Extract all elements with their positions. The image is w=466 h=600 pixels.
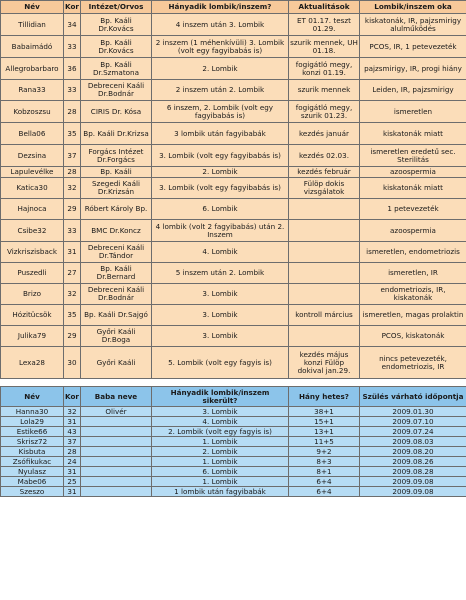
cell-age: 31 [64,242,81,263]
cell-attempt: 5 inszem után 2. Lombik [152,263,289,284]
header-age: Kor [64,1,81,14]
cell-name: Bella06 [1,123,64,145]
cell-attempt: 6. Lombik [152,199,289,220]
cell-name: Nyulasz [1,467,64,477]
cell-weeks: 9+2 [289,447,360,457]
pregnant-row [1,417,466,427]
cell-clinic: Róbert Károly Bp. [81,199,152,220]
cell-attempt: 2 inszem után 2. Lombik [152,80,289,101]
pregnant-row [1,467,466,477]
cell-attempt: 1. Lombik [152,457,289,467]
cell-age: 31 [64,467,81,477]
waiting-row [1,58,466,80]
cell-baby-name [81,467,152,477]
cell-age: 25 [64,477,81,487]
cell-reason: azoospermia [360,220,466,242]
pregnant-row [1,487,466,497]
cell-attempt: 3. Lombik [152,284,289,305]
header-name: Név [1,1,64,14]
waiting-row [1,326,466,347]
cell-clinic: Bp. Kaáli Dr.Szmatona [81,58,152,80]
waiting-row [1,220,466,242]
cell-reason: 1 petevezeték [360,199,466,220]
cell-clinic: Debreceni Kaáli Dr.Bodnár [81,284,152,305]
cell-age: 37 [64,145,81,167]
header-reason: Lombik/inszem oka [360,1,466,14]
cell-baby-name [81,457,152,467]
cell-name: Lapulevélke [1,167,64,178]
cell-reason: ismeretlen, magas prolaktin [360,305,466,326]
cell-reason: ismeretlen, endometriozis [360,242,466,263]
cell-due-date: 2009.08.03 [360,437,466,447]
cell-attempt: 6 inszem, 2. Lombik (volt egy fagyibabás is) [152,101,289,123]
cell-attempt: 3. Lombik [152,305,289,326]
cell-baby-name [81,427,152,437]
cell-name: Vizkriszisback [1,242,64,263]
cell-attempt: 1 lombik után fagyibabák [152,487,289,497]
cell-reason: pajzsmirigy, IR, progi hiány [360,58,466,80]
cell-news [289,220,360,242]
cell-clinic: Győri Kaáli Dr.Boga [81,326,152,347]
cell-attempt: 6. Lombik [152,467,289,477]
header-attempt: Hányadik lombik/inszem sikerült? [152,387,289,407]
cell-attempt: 1. Lombik [152,437,289,447]
cell-news: Fülöp dokis vizsgálatok [289,178,360,199]
cell-weeks: 13+1 [289,427,360,437]
cell-age: 33 [64,36,81,58]
cell-name: Mabe06 [1,477,64,487]
cell-attempt: 2. Lombik [152,167,289,178]
table-separator [0,379,466,386]
cell-age: 28 [64,167,81,178]
cell-age: 29 [64,326,81,347]
cell-age: 34 [64,14,81,36]
cell-age: 43 [64,427,81,437]
waiting-row [1,347,466,379]
cell-age: 28 [64,101,81,123]
cell-name: Szeszo [1,487,64,497]
cell-age: 24 [64,457,81,467]
cell-name: Rana33 [1,80,64,101]
waiting-row [1,80,466,101]
waiting-row [1,36,466,58]
cell-reason: kiskatonák, IR, pajzsmirigy alulműködés [360,14,466,36]
cell-due-date: 2009.08.26 [360,457,466,467]
cell-reason: azoospermia [360,167,466,178]
cell-news: szurik mennek, UH 01.18. [289,36,360,58]
cell-name: Babaimádó [1,36,64,58]
cell-name: Julika79 [1,326,64,347]
cell-reason: kiskatonák miatt [360,178,466,199]
cell-weeks: 11+5 [289,437,360,447]
cell-weeks: 8+3 [289,457,360,467]
cell-clinic: Bp. Kaáli [81,167,152,178]
cell-attempt: 2. Lombik (volt egy fagyis is) [152,427,289,437]
pregnant-row [1,437,466,447]
cell-clinic: CIRIS Dr. Kósa [81,101,152,123]
waiting-row [1,123,466,145]
cell-news [289,326,360,347]
cell-age: 33 [64,220,81,242]
cell-reason: nincs petevezeték, endometriozis, IR [360,347,466,379]
header-weeks: Hány hetes? [289,387,360,407]
waiting-row [1,305,466,326]
cell-news: kontroll március [289,305,360,326]
cell-attempt: 4. Lombik [152,242,289,263]
cell-reason: kiskatonák miatt [360,123,466,145]
cell-attempt: 2. Lombik [152,58,289,80]
cell-attempt: 5. Lombik (volt egy fagyis is) [152,347,289,379]
cell-reason: ismeretlen [360,101,466,123]
waiting-table-header [1,1,466,14]
cell-age: 35 [64,123,81,145]
waiting-row [1,199,466,220]
cell-age: 31 [64,487,81,497]
cell-clinic: Bp. Kaáli Dr.Kovács [81,14,152,36]
cell-clinic: Debreceni Kaáli Dr.Tándor [81,242,152,263]
cell-clinic: BMC Dr.Koncz [81,220,152,242]
cell-news [289,284,360,305]
pregnant-table [0,386,466,497]
cell-name: Kisbuta [1,447,64,457]
waiting-row [1,101,466,123]
cell-due-date: 2009.01.30 [360,407,466,417]
cell-weeks: 8+1 [289,467,360,477]
waiting-row [1,178,466,199]
header-news: Aktualitások [289,1,360,14]
cell-news: kezdés január [289,123,360,145]
pregnant-row [1,457,466,467]
cell-baby-name [81,487,152,497]
cell-name: Hanna30 [1,407,64,417]
cell-news: szurik mennek [289,80,360,101]
cell-name: Brizo [1,284,64,305]
waiting-row [1,284,466,305]
cell-attempt: 3. Lombik (volt egy fagyibabás is) [152,178,289,199]
cell-due-date: 2009.09.08 [360,487,466,497]
cell-name: Zsófikukac [1,457,64,467]
cell-weeks: 38+1 [289,407,360,417]
cell-due-date: 2009.08.28 [360,467,466,477]
cell-weeks: 6+4 [289,477,360,487]
header-clinic: Intézet/Orvos [81,1,152,14]
cell-baby-name [81,477,152,487]
cell-age: 28 [64,447,81,457]
pregnant-row [1,477,466,487]
cell-age: 29 [64,199,81,220]
cell-weeks: 6+4 [289,487,360,497]
cell-attempt: 3. Lombik (volt egy fagyibabás is) [152,145,289,167]
cell-name: Skrisz72 [1,437,64,447]
cell-due-date: 2009.07.10 [360,417,466,427]
cell-news: kezdés 02.03. [289,145,360,167]
cell-attempt: 1. Lombik [152,477,289,487]
cell-news: ET 01.17. teszt 01.29. [289,14,360,36]
cell-reason: ismeretlen eredetű sec. Sterilitás [360,145,466,167]
cell-name: Hózitücsök [1,305,64,326]
cell-news [289,242,360,263]
cell-attempt: 3. Lombik [152,407,289,417]
waiting-row [1,145,466,167]
cell-name: Dezsina [1,145,64,167]
pregnant-row [1,407,466,417]
header-age: Kor [64,387,81,407]
cell-age: 32 [64,178,81,199]
cell-clinic: Debreceni Kaáli Dr.Bodnár [81,80,152,101]
cell-attempt: 2. Lombik [152,447,289,457]
cell-attempt: 4 lombik (volt 2 fagyibabás) után 2. Inszem [152,220,289,242]
pregnant-table-header [1,387,466,407]
cell-name: Estike66 [1,427,64,437]
cell-age: 36 [64,58,81,80]
cell-news: fogigátló megy, konzi 01.19. [289,58,360,80]
cell-name: Puszedli [1,263,64,284]
cell-clinic: Forgács Intézet Dr.Forgács [81,145,152,167]
waiting-row [1,263,466,284]
cell-attempt: 4 inszem után 3. Lombik [152,14,289,36]
cell-name: Tillidian [1,14,64,36]
cell-name: Csibe32 [1,220,64,242]
cell-reason: endometriozis, IR, kiskatonák [360,284,466,305]
cell-baby-name [81,417,152,427]
waiting-row [1,242,466,263]
cell-name: Lola29 [1,417,64,427]
cell-reason: ismeretlen, IR [360,263,466,284]
cell-weeks: 15+1 [289,417,360,427]
cell-news: kezdés május konzi Fülöp dokival jan.29. [289,347,360,379]
cell-attempt: 4. Lombik [152,417,289,427]
cell-name: Allegrobarbaro [1,58,64,80]
header-name: Név [1,387,64,407]
cell-age: 30 [64,347,81,379]
cell-name: Lexa28 [1,347,64,379]
cell-baby-name [81,447,152,457]
cell-clinic: Bp. Kaáli Dr.Sajgó [81,305,152,326]
waiting-row [1,167,466,178]
cell-age: 33 [64,80,81,101]
cell-attempt: 3 lombik után fagyibabák [152,123,289,145]
waiting-row [1,14,466,36]
cell-name: Katica30 [1,178,64,199]
cell-age: 32 [64,407,81,417]
cell-age: 31 [64,417,81,427]
cell-due-date: 2009.07.24 [360,427,466,437]
cell-reason: PCOS, kiskatonák [360,326,466,347]
cell-reason: Leiden, IR, pajzsmirigy [360,80,466,101]
cell-age: 37 [64,437,81,447]
cell-news: fogigátló megy, szurik 01.23. [289,101,360,123]
cell-clinic: Győri Kaáli [81,347,152,379]
cell-clinic: Szegedi Kaáli Dr.Krizsán [81,178,152,199]
cell-clinic: Bp. Kaáli Dr.Krizsa [81,123,152,145]
cell-age: 35 [64,305,81,326]
cell-clinic: Bp. Kaáli Dr.Kovács [81,36,152,58]
cell-news [289,263,360,284]
cell-due-date: 2009.09.08 [360,477,466,487]
cell-attempt: 2 inszem (1 méhenkívüli) 3. Lombik (volt egy fagyibabás is) [152,36,289,58]
cell-baby-name: Olivér [81,407,152,417]
cell-clinic: Bp. Kaáli Dr.Bernard [81,263,152,284]
cell-name: Kobzoszsu [1,101,64,123]
pregnant-row [1,427,466,437]
header-attempt: Hányadik lombik/inszem? [152,1,289,14]
pregnant-row [1,447,466,457]
header-baby-name: Baba neve [81,387,152,407]
cell-baby-name [81,437,152,447]
header-due-date: Szülés várható időpontja [360,387,466,407]
cell-due-date: 2009.08.20 [360,447,466,457]
cell-age: 32 [64,284,81,305]
cell-attempt: 3. Lombik [152,326,289,347]
cell-age: 27 [64,263,81,284]
cell-news [289,199,360,220]
cell-news: kezdés február [289,167,360,178]
cell-reason: PCOS, IR, 1 petevezeték [360,36,466,58]
cell-name: Hajnoca [1,199,64,220]
